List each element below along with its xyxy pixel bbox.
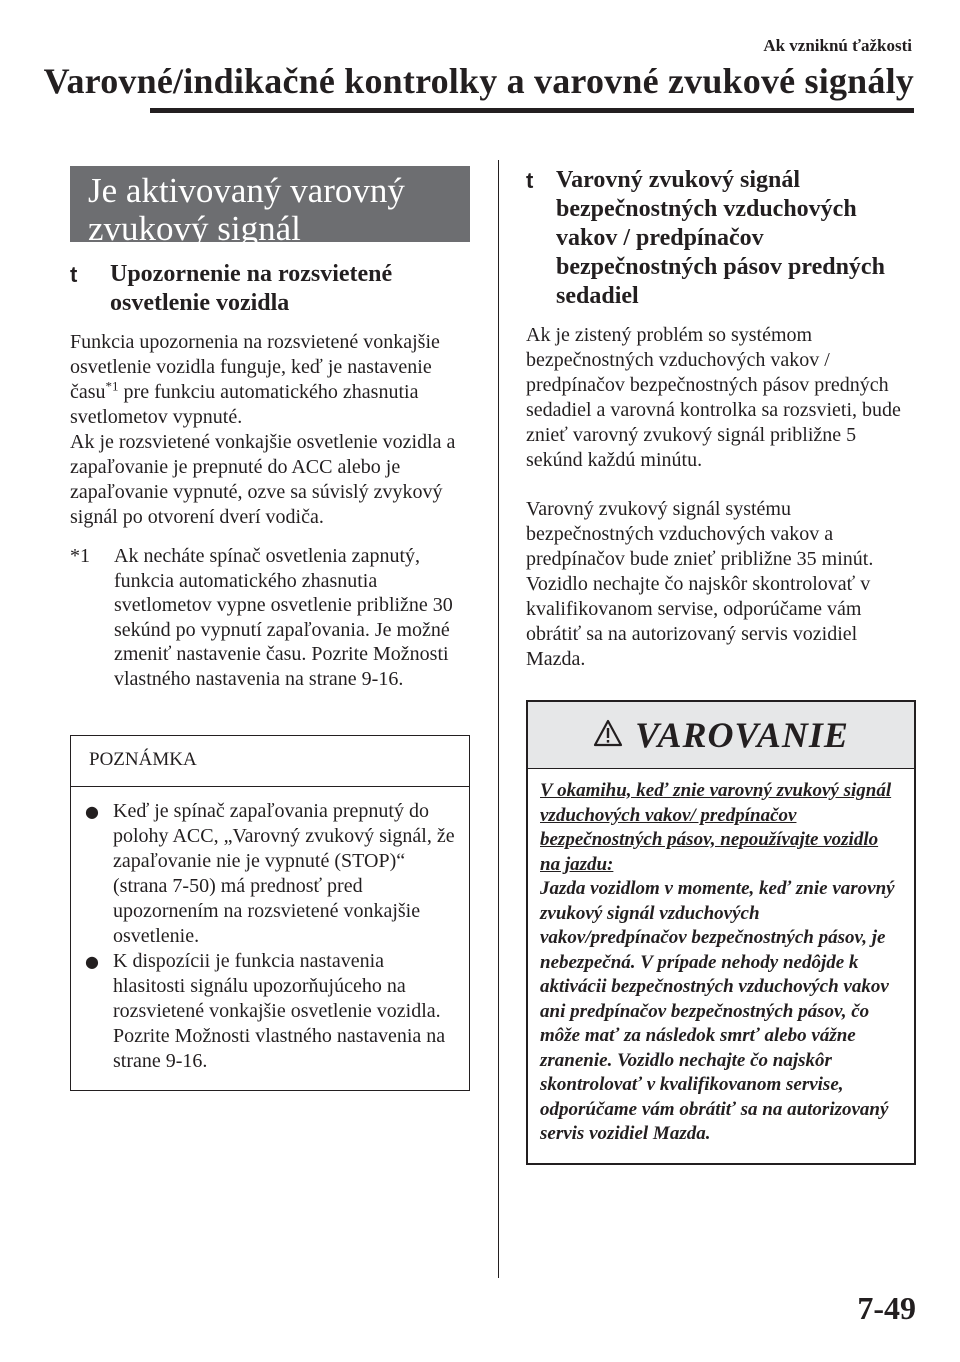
warning-body — [528, 769, 914, 1163]
right-column — [526, 166, 916, 1165]
paragraph-lights-2: Ak je rozsvietené vonkajšie osvetlenie vozidla a zapaľovanie je prepnuté do ACC alebo je zapaľovanie vypnuté, ozve sa súvislý zvykový signál po otvorení dverí vodiča. — [70, 431, 456, 528]
section-marker: t — [526, 168, 534, 193]
warning-header — [528, 702, 914, 769]
section-heading-lights — [70, 260, 470, 318]
section-heading-text: Varovný zvukový signál bezpečnostných vzduchových vakov / predpínačov bezpečnostných pásov predných sedadiel — [556, 167, 885, 309]
footnote-text: Ak necháte spínač osvetlenia zapnutý, funkcia automatického zhasnutia svetlometov vypne osvetlenie približne 30 sekúnd po vypnutí zapaľovania. Je možné zmeniť nastavenie času. Pozrite Možnosti vlastného nastavenia na strane 9-16. — [114, 545, 453, 690]
warning-triangle-icon — [593, 719, 623, 752]
paragraph-airbag-1: Ak je zistený problém so systémom bezpečnostných vzduchových vakov / predpínačov bezpečnostných pásov predných sedadiel a varovná kontrolka sa rozsvieti, bude znieť varovný zvukový signál približne 5 sekúnd každú minútu. — [526, 324, 901, 471]
column-divider — [498, 160, 499, 1278]
warning-text: Jazda vozidlom v momente, keď znie varovný zvukový signál vzduchových vakov/predpínačov bezpečnostných pásov, je nebezpečná. V prípade nehody nedôjde k aktivácii bezpečnostných vzduchových vakov ani predpínačov bezpečnostných pásov, čo môže mať za následok smrť alebo vážne zranenie. Vozidlo nechajte čo najskôr skontrolovať v kvalifikovanom servise, odporúčame vám obrátiť sa na autorizovaný servis vozidiel Mazda. — [540, 878, 895, 1144]
chapter-label: Ak vzniknú ťažkosti — [763, 36, 912, 55]
page-title: Varovné/indikačné kontrolky a varovné zvukové signály — [43, 61, 914, 101]
note-bullet: ● K dispozícii je funkcia nastavenia hlasitosti signálu upozorňujúceho na rozsvietené vonkajšie osvetlenie vozidla. Pozrite Možnosti vlastného nastavenia na strane 9-16. — [85, 950, 446, 1072]
paragraph-lights-1: Funkcia upozornenia na rozsvietené vonkajšie osvetlenie vozidla funguje, keď je nastavenie času$^{*1}$ pre funkciu automatického zhasnutia svetlometov vypnuté. — [70, 331, 440, 428]
note-box — [70, 735, 470, 1091]
left-column — [70, 166, 470, 1091]
warning-title: VAROVANIE — [635, 715, 849, 755]
note-bullet: ● Keď je spínač zapaľovania prepnutý do polohy ACC, „Varovný zvukový signál, že zapaľovanie nie je vypnuté (STOP)“ (strana 7-50) má prednosť pred upozornením na rozsvietené vonkajšie osvetlenie. — [85, 800, 455, 947]
header-rule — [150, 108, 914, 113]
section-heading-text: Upozornenie na rozsvietené osvetlenie vozidla — [110, 261, 393, 316]
note-divider — [71, 786, 469, 787]
bullet-icon: ● — [85, 802, 99, 821]
footnote-mark: *1 — [70, 545, 90, 567]
footnote-ref: *1 — [105, 378, 119, 394]
section-marker: t — [70, 262, 78, 287]
warning-lead: V okamihu, keď znie varovný zvukový signál vzduchových vakov/ predpínačov bezpečnostných pásov, nepoužívajte vozidlo na jazdu: — [540, 780, 892, 875]
footnote — [70, 544, 470, 691]
warning-box — [526, 700, 916, 1165]
page-number: 7-49 — [857, 1290, 916, 1326]
note-title: POZNÁMKA — [89, 749, 197, 770]
section-heading-airbag — [526, 166, 916, 311]
section-banner: Je aktivovaný varovný zvukový signál — [70, 166, 470, 242]
bullet-icon: ● — [85, 952, 99, 971]
paragraph-airbag-2: Varovný zvukový signál systému bezpečnostných vzduchových vakov a predpínačov bude znieť približne 35 minút. Vozidlo nechajte čo najskôr skontrolovať v kvalifikovanom servise, odporúčame vám obrátiť sa na autorizovaný servis vozidiel Mazda. — [526, 498, 874, 670]
